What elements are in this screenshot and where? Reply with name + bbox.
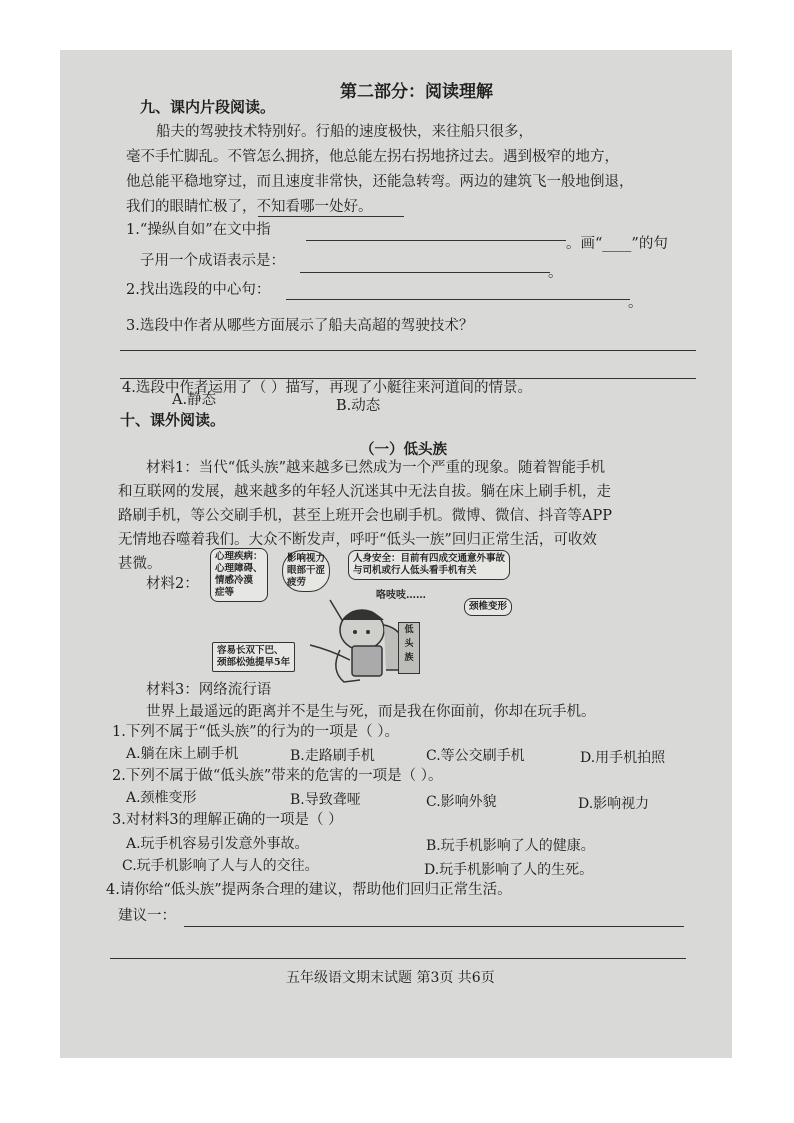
section9-heading: 九、课内片段阅读。 bbox=[140, 98, 276, 116]
material1-line: 材料1：当代“低头族”越来越多已然成为一个严重的现象。随着智能手机 bbox=[146, 460, 606, 476]
q9-1-text-b: 。画“____”的句 bbox=[566, 236, 668, 252]
answer-line[interactable] bbox=[300, 272, 550, 273]
badge-low-head: 低 头 族 bbox=[398, 622, 420, 674]
passage-underline bbox=[258, 216, 404, 217]
sound-text: 咯吱吱…… bbox=[376, 590, 426, 601]
passage-line: 他总能平稳地穿过，而且速度非常快，还能急转弯。两边的建筑飞一般地倒退， bbox=[126, 174, 634, 190]
q9-2-text: 2.找出选段的中心句： bbox=[126, 282, 271, 298]
material1-line: 路刷手机，等公交刷手机，甚至上班开会也刷手机。微博、微信、抖音等APP bbox=[118, 508, 612, 524]
material1-line: 和互联网的发展，越来越多的年轻人沉迷其中无法自拔。躺在床上刷手机，走 bbox=[118, 484, 611, 500]
suggestion-label: 建议一： bbox=[118, 908, 176, 924]
article-title: （一）低头族 bbox=[360, 441, 447, 458]
q10-2-text: 2.下列不属于做“低头族”带来的危害的一项是（ ）。 bbox=[112, 768, 443, 784]
q10-1-option: D.用手机拍照 bbox=[580, 750, 666, 766]
bubble-aging: 容易长双下巴、 颈部松弛提早5年 bbox=[212, 642, 295, 672]
q10-3-option: A.玩手机容易引发意外事故。 bbox=[126, 836, 309, 852]
material1-line: 甚微。 bbox=[118, 556, 162, 572]
bubble-vision: 影响视力 眼部干涩 疲劳 bbox=[282, 550, 330, 592]
q10-2-option: D.影响视力 bbox=[578, 796, 650, 812]
material3-text: 世界上最遥远的距离并不是生与死，而是我在你面前，你却在玩手机。 bbox=[146, 704, 596, 720]
answer-line[interactable] bbox=[110, 958, 686, 959]
q9-1-text-c: 子用一个成语表示是： bbox=[140, 253, 285, 269]
q10-1-option: A.躺在床上刷手机 bbox=[126, 746, 239, 762]
material1-line: 无情地吞噬着我们。大众不断发声，呼吁“低头一族”回归正常生活，可收效 bbox=[118, 532, 597, 548]
part-title: 第二部分：阅读理解 bbox=[340, 82, 493, 102]
answer-line[interactable] bbox=[306, 240, 566, 241]
q9-4-text: 4.选段中作者运用了（ ）描写，再现了小艇往来河道间的情景。 bbox=[122, 380, 532, 396]
bubble-psych: 心理疾病： 心理障碍、 情感冷漠 症等 bbox=[210, 548, 268, 602]
answer-line[interactable] bbox=[286, 299, 630, 300]
bubble-safety: 人身安全：目前有四成交通意外事故 与司机或行人低头看手机有关 bbox=[348, 550, 510, 580]
passage-line: 我们的眼睛忙极了，不知看哪一处好。 bbox=[126, 199, 373, 215]
answer-line[interactable] bbox=[120, 350, 696, 351]
q10-3-option: B.玩手机影响了人的健康。 bbox=[426, 838, 595, 854]
passage-line: 毫不手忙脚乱。不管怎么拥挤，他总能左拐右拐地挤过去。遇到极窄的地方， bbox=[126, 149, 619, 165]
q10-4-text: 4.请你给“低头族”提两条合理的建议，帮助他们回归正常生活。 bbox=[106, 882, 512, 898]
q9-4-option-b: B.动态 bbox=[336, 398, 381, 414]
q9-3-text: 3.选段中作者从哪些方面展示了船夫高超的驾驶技术？ bbox=[126, 318, 474, 334]
q10-3-option: D.玩手机影响了人的生死。 bbox=[424, 862, 594, 878]
q10-1-text: 1.下列不属于“低头族”的行为的一项是（ ）。 bbox=[112, 724, 400, 740]
bubble-neck: 颈椎变形 bbox=[464, 598, 512, 616]
q10-3-text: 3.对材料3的理解正确的一项是（ ） bbox=[112, 812, 343, 828]
q10-2-option: C.影响外貌 bbox=[426, 794, 497, 810]
q10-3-option: C.玩手机影响了人与人的交往。 bbox=[122, 858, 319, 874]
q10-1-option: C.等公交刷手机 bbox=[426, 748, 525, 764]
q10-1-option: B.走路刷手机 bbox=[290, 748, 375, 764]
q9-1-end: 。 bbox=[548, 265, 563, 281]
q10-2-option: B.导致聋哑 bbox=[290, 792, 361, 808]
q9-4-option-a: A.静态 bbox=[172, 392, 217, 408]
q9-2-end: 。 bbox=[628, 295, 643, 311]
q10-2-option: A.颈椎变形 bbox=[126, 790, 197, 806]
section10-heading: 十、课外阅读。 bbox=[120, 411, 226, 429]
passage-line: 船夫的驾驶技术特别好。行船的速度极快，来往船只很多， bbox=[156, 124, 533, 140]
q9-1-text: 1.“操纵自如”在文中指 bbox=[126, 222, 271, 238]
exam-page bbox=[60, 50, 732, 1058]
page-footer: 五年级语文期末试题 第3页 共6页 bbox=[286, 970, 495, 986]
answer-line[interactable] bbox=[184, 926, 684, 927]
material3-label: 材料3：网络流行语 bbox=[146, 682, 272, 698]
phone-user-illustration bbox=[300, 590, 450, 690]
material2-label: 材料2： bbox=[146, 576, 199, 592]
